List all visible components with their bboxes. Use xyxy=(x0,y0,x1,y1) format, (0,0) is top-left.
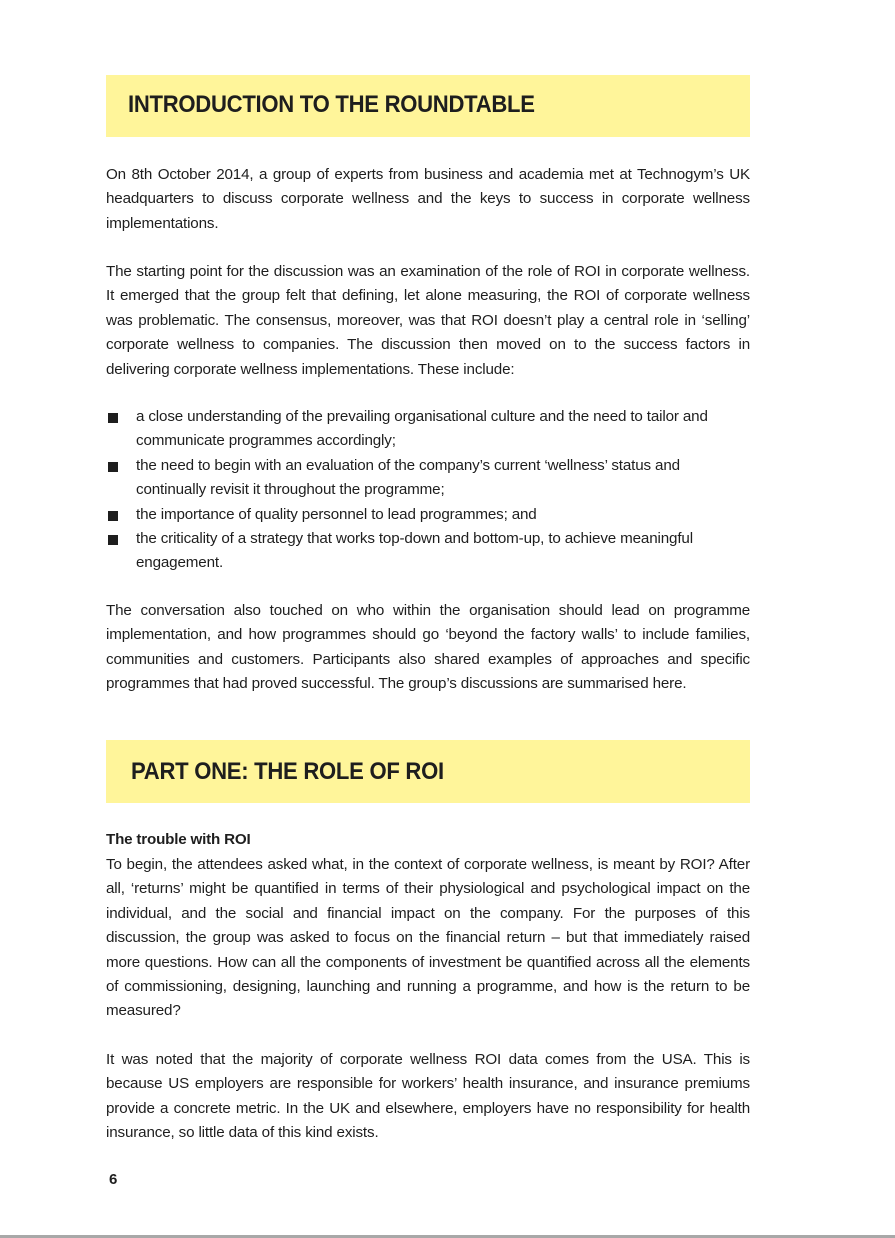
subheading: The trouble with ROI xyxy=(106,831,251,848)
bullet-square-icon xyxy=(108,511,118,521)
section-heading-band xyxy=(106,740,750,803)
list-item xyxy=(106,503,750,527)
paragraph: The starting point for the discussion was an examination of the role of ROI in corporate wellness. It emerged that the group felt that defining, let alone measuring, the ROI of corporate wellness was problematic. The consensus, moreover, was that ROI doesn’t play a central role in ‘selling’ corporate wellness to companies. The discussion then moved on to the success factors in delivering corporate wellness implementations. These include: xyxy=(106,263,750,378)
list-item-text: a close understanding of the prevailing organisational culture and the need to tailor and communicate programmes accordingly; xyxy=(136,408,708,450)
list-item-text: the criticality of a strategy that works top-down and bottom-up, to achieve meaningful engagement. xyxy=(136,530,693,572)
section-heading-band xyxy=(106,75,750,137)
section-heading: PART ONE: THE ROLE OF ROI xyxy=(131,758,444,785)
paragraph: To begin, the attendees asked what, in the context of corporate wellness, is meant by ROI? After all, ‘returns’ might be quantified in terms of their physiological and psychological impact on the individual, and the social and financial impact on the company. For the purposes of this discussion, the group was asked to focus on the financial return – but that immediately raised more questions. How can all the components of investment be quantified across all the elements of commissioning, designing, launching and running a programme, and how is the return to be measured? xyxy=(106,856,750,1020)
list-item xyxy=(106,527,750,576)
bullet-square-icon xyxy=(108,535,118,545)
paragraph: The conversation also touched on who within the organisation should lead on programme implementation, and how programmes should go ‘beyond the factory walls’ to include families, communities and customers. Participants also shared examples of approaches and specific programmes that had proved successful. The group’s discussions are summarised here. xyxy=(106,602,750,693)
bullet-square-icon xyxy=(108,413,118,423)
list-item xyxy=(106,454,750,503)
bullet-square-icon xyxy=(108,462,118,472)
section-heading: INTRODUCTION TO THE ROUNDTABLE xyxy=(128,91,535,118)
paragraph: On 8th October 2014, a group of experts from business and academia met at Technogym’s UK headquarters to discuss corporate wellness and the keys to success in corporate wellness implementations. xyxy=(106,166,750,232)
list-item-text: the importance of quality personnel to lead programmes; and xyxy=(136,505,537,523)
list-item-text: the need to begin with an evaluation of the company’s current ‘wellness’ status and continually revisit it throughout the programme; xyxy=(136,456,680,499)
list-item xyxy=(106,405,750,454)
bullet-list xyxy=(106,405,750,576)
page-number: 6 xyxy=(109,1171,118,1188)
paragraph: It was noted that the majority of corporate wellness ROI data comes from the USA. This is because US employers are responsible for workers’ health insurance, and insurance premiums provide a concrete metric. In the UK and elsewhere, employers have no responsibility for health insurance, so little data of this kind exists. xyxy=(106,1051,750,1142)
